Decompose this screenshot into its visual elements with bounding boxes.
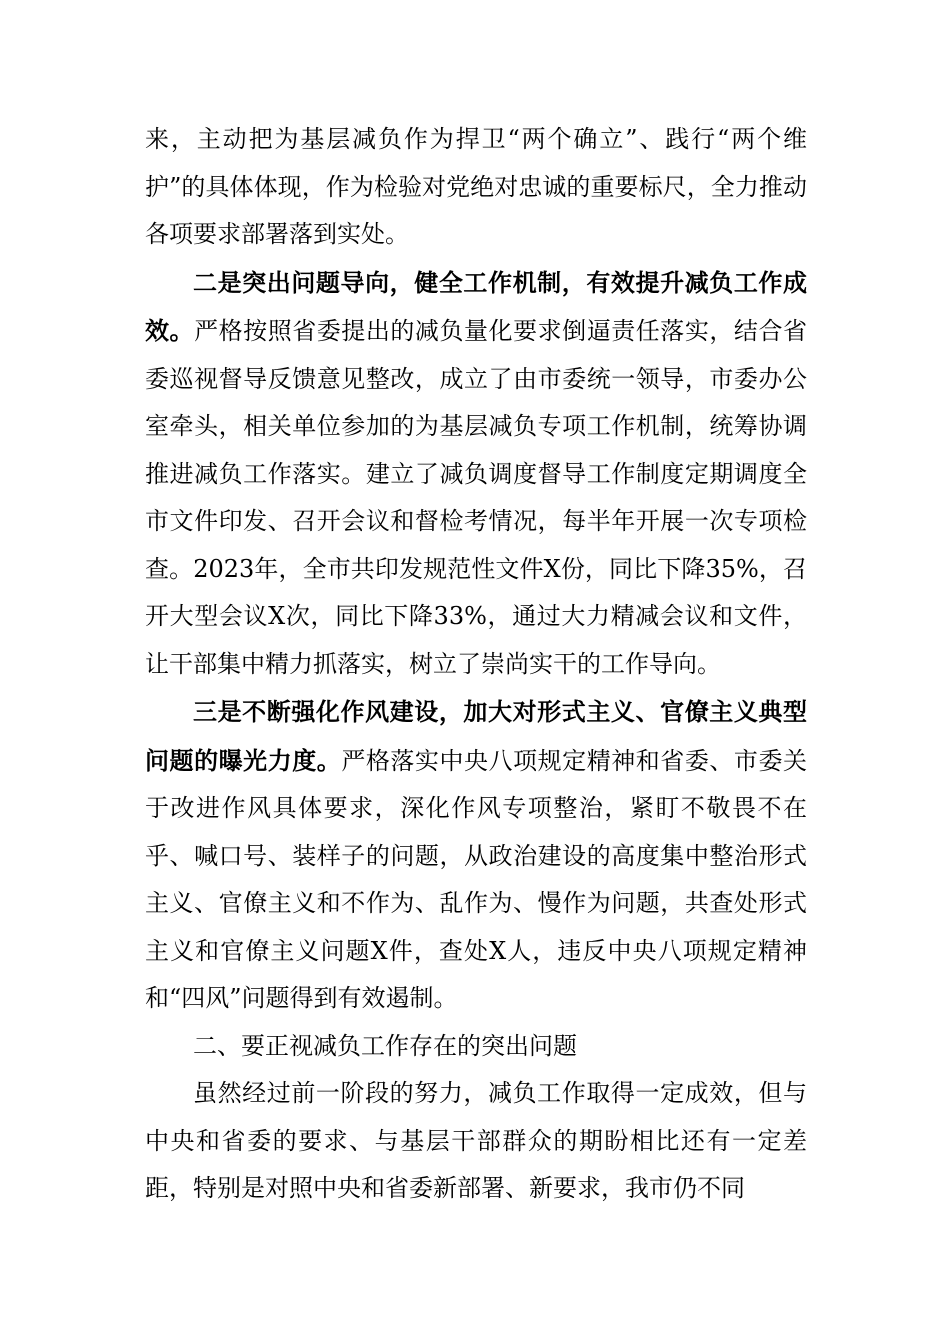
paragraph-continuation: 来，主动把为基层减负作为捍卫“两个确立”、践行“两个维护”的具体体现，作为检验对党绝对忠诚的重要标尺，全力推动各项要求部署落到实处。 [145,125,807,248]
document-page [145,116,807,1213]
paragraph-point-three [145,688,807,1023]
point-two-body: 严格按照省委提出的减负量化要求倒逼责任落实，结合省委巡视督导反馈意见整改，成立了由市委统一领导，市委办公室牵头，相关单位参加的为基层减负专项工作机制，统筹协调推进减负工作落实。建立了减负调度督导工作制度定期调度全市文件印发、召开会议和督检考情况，每半年开展一次专项检查。2023年，全市共印发规范性文件X份，同比下降35%，召开大型会议X次，同比下降33%，通过大力精减会议和文件，让干部集中精力抓落实，树立了崇尚实干的工作导向。 [145,317,807,678]
point-three-body: 严格落实中央八项规定精神和省委、市委关于改进作风具体要求，深化作风专项整治，紧盯不敬畏不在乎、喊口号、装样子的问题，从政治建设的高度集中整治形式主义、官僚主义和不作为、乱作为、慢作为问题，共查处形式主义和官僚主义问题X件，查处X人，违反中央八项规定精神和“四风”问题得到有效遏制。 [145,746,808,1012]
paragraph-section-two-intro: 虽然经过前一阶段的努力，减负工作取得一定成效，但与中央和省委的要求、与基层干部群众的期盼相比还有一定差距，特别是对照中央和省委新部署、新要求，我市仍不同 [145,1079,807,1202]
point-three-lead: 三是不断强化作风建设，加大对形式主义、官僚主义典型问题的曝光力度。 [145,697,807,775]
point-two-lead: 二是突出问题导向，健全工作机制，有效提升减负工作成效。 [145,267,807,345]
section-heading: 二、要正视减负工作存在的突出问题 [193,1031,577,1060]
paragraph-point-two [145,259,807,689]
